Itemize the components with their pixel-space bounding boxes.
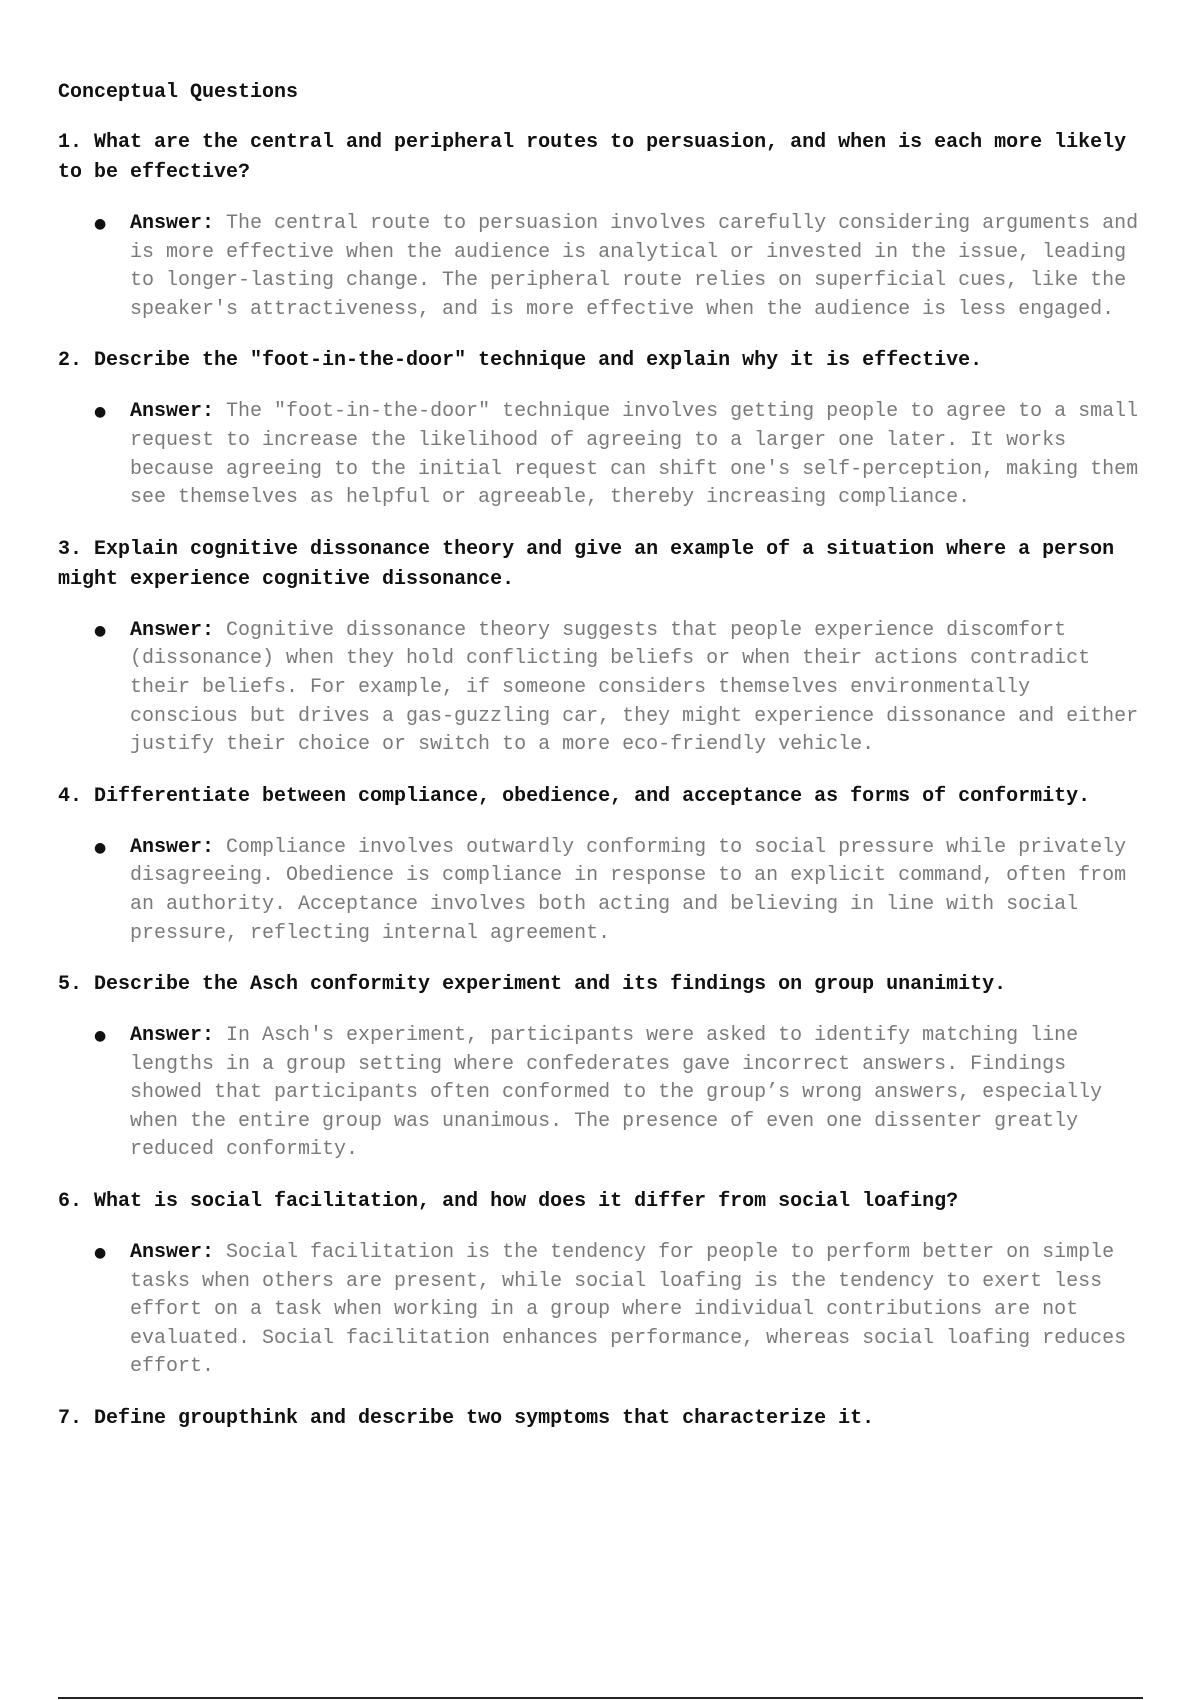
answer-item-6 <box>58 1239 1143 1382</box>
answer-label: Answer: <box>130 618 215 642</box>
answer-list-3 <box>58 617 1143 760</box>
answer-label: Answer: <box>130 212 215 235</box>
qa-item-2 <box>58 346 1143 512</box>
question-5: 5. Describe the Asch conformity experiment and its findings on group unanimity. <box>58 973 1007 997</box>
qa-item-6 <box>58 1187 1143 1382</box>
answer-text-4: Compliance involves outwardly conforming to social pressure while privately disagreeing. Obedience is compliance in response to an explicit command, often from an authority. Acceptance involves both acting and believing in line with social pressure, reflecting internal agreement. <box>130 835 1127 945</box>
bullet-icon: ● <box>94 216 107 232</box>
answer-list-4 <box>58 834 1143 948</box>
question-3: 3. Explain cognitive dissonance theory and give an example of a situation where a person might experience cognitive dissonance. <box>58 537 1115 591</box>
qa-item-1 <box>58 128 1143 324</box>
section-title: Conceptual Questions <box>58 81 299 104</box>
qa-item-5 <box>58 970 1143 1165</box>
bullet-icon: ● <box>94 839 107 856</box>
answer-item-4 <box>58 834 1143 948</box>
answer-list-1 <box>58 210 1143 324</box>
answer-text-1: The central route to persuasion involves carefully considering arguments and is more effective when the audience is analytical or invested in the issue, leading to longer-lasting change. The peripheral route relies on superficial cues, like the speaker's attractiveness, and is more effective when the audience is less engaged. <box>130 212 1139 321</box>
answer-text-6: Social facilitation is the tendency for people to perform better on simple tasks when others are present, while social loafing is the tendency to exert less effort on a task when working in a group where individual contributions are not evaluated. Social facilitation enhances performance, whereas social loafing reduces effort. <box>130 1241 1127 1379</box>
qa-item-4 <box>58 782 1143 948</box>
bullet-icon: ● <box>94 1245 107 1262</box>
answer-item-3 <box>58 617 1143 760</box>
question-1: 1. What are the central and peripheral routes to persuasion, and when is each more likely to be effective? <box>58 131 1127 184</box>
bullet-icon: ● <box>94 404 107 421</box>
answer-list-5 <box>58 1022 1143 1165</box>
answer-text-2: The "foot-in-the-door" technique involves getting people to agree to a small request to increase the likelihood of agreeing to a larger one later. It works because agreeing to the initial request can shift one's self-perception, making them see themselves as helpful or agreeable, thereby increasing compliance. <box>130 400 1139 510</box>
question-7: 7. Define groupthink and describe two symptoms that characterize it. <box>58 1407 875 1431</box>
document-page <box>58 78 1143 1456</box>
answer-label: Answer: <box>130 400 215 424</box>
answer-label: Answer: <box>130 835 215 859</box>
answer-list-6 <box>58 1239 1143 1382</box>
bullet-icon: ● <box>94 1028 107 1045</box>
answer-item-5 <box>58 1022 1143 1165</box>
question-6: 6. What is social facilitation, and how does it differ from social loafing? <box>58 1190 959 1214</box>
answer-item-2 <box>58 398 1143 512</box>
qa-item-7 <box>58 1404 1143 1434</box>
bullet-icon: ● <box>94 622 107 639</box>
qa-item-3 <box>58 535 1143 760</box>
footer-divider <box>58 1697 1143 1699</box>
answer-text-3: Cognitive dissonance theory suggests that people experience discomfort (dissonance) when they hold conflicting beliefs or when their actions contradict their beliefs. For example, if someone considers themselves environmentally conscious but drives a gas-guzzling car, they might experience dissonance and either justify their choice or switch to a more eco-friendly vehicle. <box>130 618 1139 757</box>
answer-label: Answer: <box>130 1024 215 1048</box>
answer-list-2 <box>58 398 1143 512</box>
question-4: 4. Differentiate between compliance, obedience, and acceptance as forms of conformity. <box>58 784 1091 808</box>
answer-item-1 <box>58 210 1143 324</box>
answer-text-5: In Asch's experiment, participants were asked to identify matching line lengths in a group setting where confederates gave incorrect answers. Findings showed that participants often conformed to the group’s wrong answers, especially when the entire group was unanimous. The presence of even one dissenter greatly reduced conformity. <box>130 1024 1103 1162</box>
answer-label: Answer: <box>130 1241 215 1265</box>
question-2: 2. Describe the "foot-in-the-door" technique and explain why it is effective. <box>58 349 983 373</box>
